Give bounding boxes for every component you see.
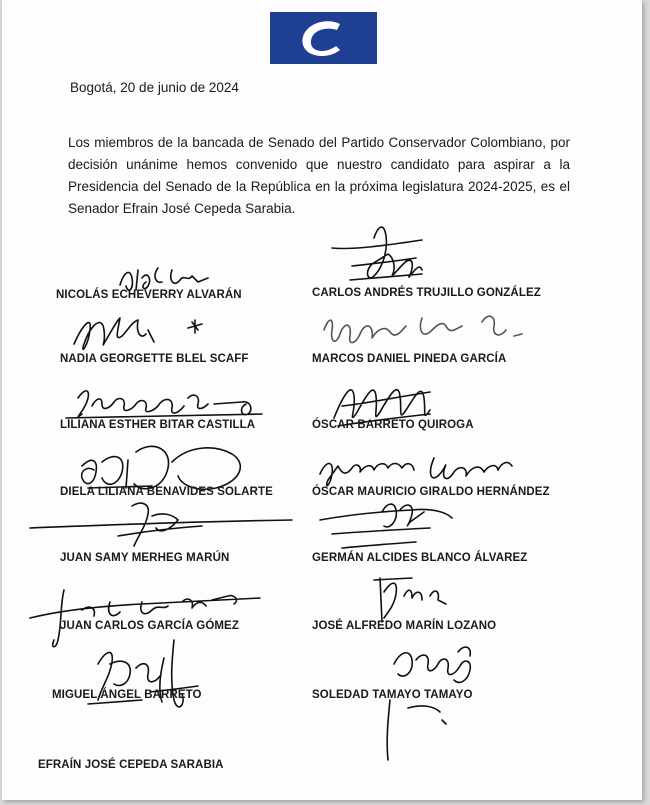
signer-name: LILIANA ESTHER BITAR CASTILLA — [60, 419, 256, 431]
document-page — [2, 0, 642, 800]
document-body: Los miembros de la bancada de Senado del Partido Conservador Colombiano, por decisión unánime hemos convenido que nuestro candidato para aspirar a la Presidencia del Senado de la República en la próxima legislatura 2024-2025, es el Senador Efrain José Cepeda Sarabia. — [68, 135, 570, 216]
signer-name: CARLOS ANDRÉS TRUJILLO GONZÁLEZ — [312, 287, 541, 299]
signer-name: JUAN SAMY MERHEG MARÚN — [60, 552, 230, 564]
signer-name: ÓSCAR BARRETO QUIROGA — [312, 419, 474, 431]
signer-name: NADIA GEORGETTE BLEL SCAFF — [60, 353, 249, 365]
signer-name: MARCOS DANIEL PINEDA GARCÍA — [312, 353, 507, 365]
document-date: Bogotá, 20 de junio de 2024 — [70, 80, 239, 95]
signer-name: SOLEDAD TAMAYO TAMAYO — [312, 689, 473, 701]
signer-name: MIGUEL ÁNGEL BARRETO — [52, 689, 202, 701]
signer-name: GERMÁN ALCIDES BLANCO ÁLVAREZ — [312, 552, 528, 564]
signer-name: JOSÉ ALFREDO MARÍN LOZANO — [312, 620, 497, 632]
partido-conservador-logo-icon — [270, 12, 377, 64]
signer-name: NICOLÁS ECHEVERRY ALVARÁN — [56, 289, 242, 301]
handwritten-signatures — [2, 0, 642, 800]
signer-name: DIELA LILIANA BENAVIDES SOLARTE — [60, 486, 273, 498]
signer-name: JUAN CARLOS GARCÍA GÓMEZ — [60, 620, 239, 632]
signer-name: ÓSCAR MAURICIO GIRALDO HERNÁNDEZ — [312, 486, 550, 498]
signer-name: EFRAÍN JOSÉ CEPEDA SARABIA — [38, 759, 224, 771]
